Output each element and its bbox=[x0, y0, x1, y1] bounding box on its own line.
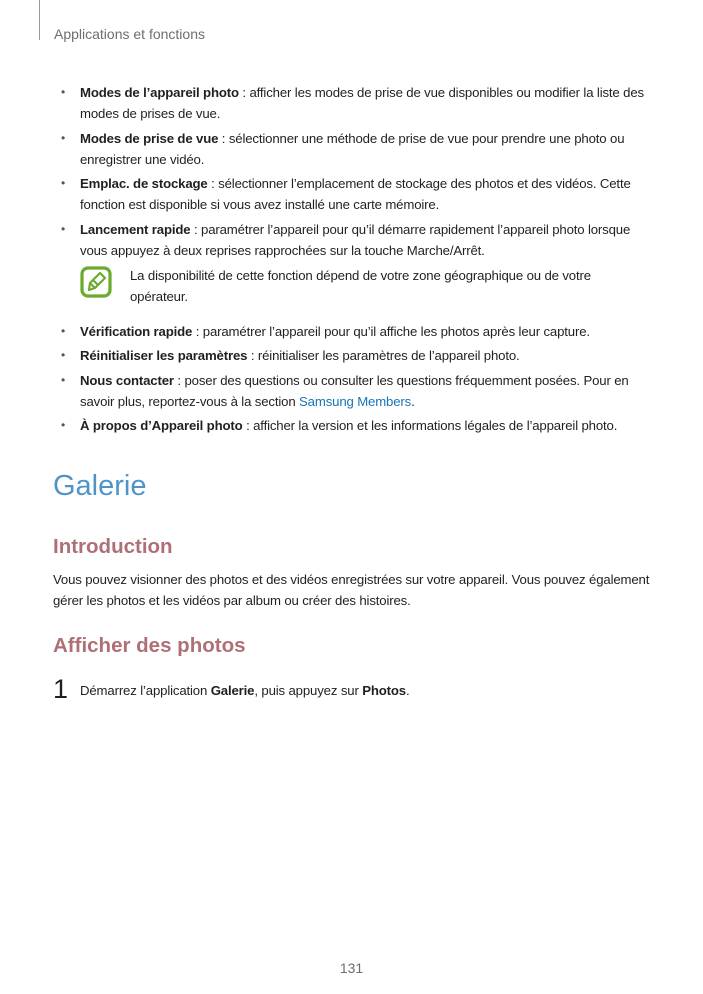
item-desc: : afficher la version et les informations légales de l’appareil photo. bbox=[242, 418, 618, 433]
note-pencil-icon bbox=[80, 266, 112, 298]
bullet: • bbox=[61, 221, 66, 236]
list-item bbox=[58, 345, 658, 366]
step-app-name: Galerie bbox=[210, 683, 255, 698]
running-header: Applications et fonctions bbox=[54, 26, 205, 42]
item-desc: : sélectionner une méthode de prise de vue pour prendre une photo ou enregistrer une vidéo. bbox=[80, 130, 625, 167]
item-term: À propos d’Appareil photo bbox=[80, 418, 243, 433]
bullet: • bbox=[61, 85, 66, 99]
intro-paragraph: Vous pouvez visionner des photos et des vidéos enregistrées sur votre appareil. Vous pouvez également gérer les photos et les vidéos par album ou créer des histoires. bbox=[53, 572, 650, 608]
bullet: • bbox=[61, 130, 66, 145]
item-term: Nous contacter bbox=[80, 372, 174, 388]
item-term: Modes de prise de vue bbox=[80, 130, 219, 146]
item-term: Modes de l’appareil photo bbox=[80, 85, 239, 100]
intro-heading: Introduction bbox=[53, 535, 173, 558]
list-item bbox=[58, 173, 658, 215]
header-rule bbox=[39, 0, 40, 40]
item-desc: : sélectionner l’emplacement de stockage des photos et des vidéos. Cette fonction est disponible si vous avez installé une carte mémoire. bbox=[80, 176, 631, 212]
samsung-members-link[interactable]: Samsung Members bbox=[299, 393, 412, 409]
item-term: Réinitialiser les paramètres bbox=[80, 348, 248, 363]
note-text: La disponibilité de cette fonction dépend de votre zone géographique ou de votre opérateur. bbox=[130, 267, 591, 304]
bullet: • bbox=[61, 348, 66, 362]
item-desc: : poser des questions ou consulter les questions fréquemment posées. Pour en savoir plus, reportez-vous à la section bbox=[80, 372, 629, 409]
bullet: • bbox=[61, 323, 66, 338]
list-item bbox=[58, 321, 658, 342]
item-term: Vérification rapide bbox=[80, 323, 193, 339]
item-term: Lancement rapide bbox=[80, 221, 191, 237]
item-desc: : paramétrer l’appareil pour qu’il affiche les photos après leur capture. bbox=[192, 323, 590, 339]
bullet: • bbox=[61, 418, 66, 432]
step-text-post: . bbox=[406, 683, 410, 698]
item-desc-end: . bbox=[411, 393, 415, 409]
list-item bbox=[58, 219, 658, 261]
step-text-pre: Démarrez l’application bbox=[80, 683, 211, 698]
item-desc: : paramétrer l’appareil pour qu’il démarre rapidement l’appareil photo lorsque vous appuyez à deux reprises rapprochées sur la touche Marche/Arrêt. bbox=[80, 221, 631, 258]
page-number: 131 bbox=[339, 960, 364, 976]
list-item bbox=[58, 128, 658, 170]
list-item bbox=[58, 82, 658, 124]
list-item bbox=[58, 415, 658, 436]
step-text-mid: , puis appuyez sur bbox=[254, 683, 363, 698]
step-text bbox=[80, 680, 640, 701]
item-desc: : afficher les modes de prise de vue disponibles ou modifier la liste des modes de prises de vue. bbox=[80, 85, 644, 121]
settings-list bbox=[58, 82, 658, 440]
bullet: • bbox=[61, 372, 66, 387]
section-title: Galerie bbox=[53, 470, 147, 502]
view-photos-heading: Afficher des photos bbox=[53, 634, 246, 657]
note-box bbox=[80, 265, 658, 309]
step-tab-name: Photos bbox=[362, 683, 406, 698]
bullet: • bbox=[61, 176, 66, 190]
step-number: 1 bbox=[53, 674, 69, 704]
list-item bbox=[58, 370, 658, 412]
item-term: Emplac. de stockage bbox=[80, 176, 208, 191]
item-desc: : réinitialiser les paramètres de l’appareil photo. bbox=[247, 348, 520, 363]
